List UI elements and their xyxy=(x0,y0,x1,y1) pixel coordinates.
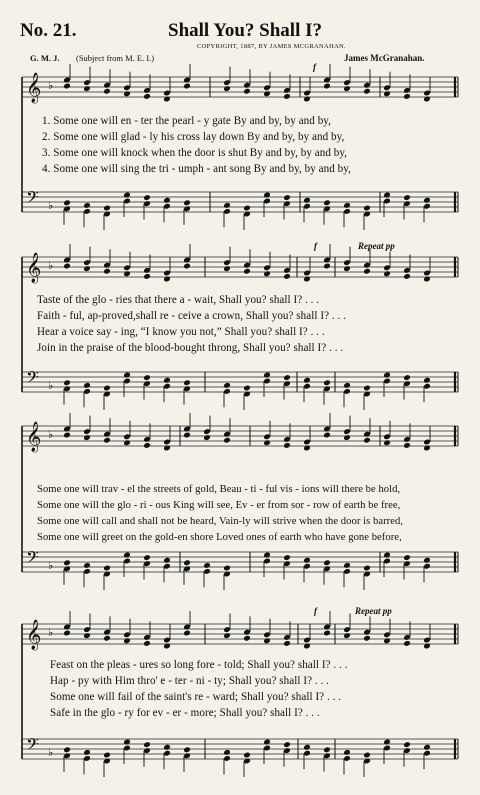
note-head xyxy=(143,442,151,449)
note-head xyxy=(283,194,291,201)
lyric-line: 1. Some one will en - ter the pearl - y gate By and by, by and by, xyxy=(42,115,331,127)
lyric-line: 4. Some one will sing the tri - umph - ant song By and by, by and by, xyxy=(42,163,351,175)
note-head xyxy=(403,194,411,201)
note-head xyxy=(323,83,331,90)
note-head xyxy=(403,374,411,381)
note-head xyxy=(83,85,91,92)
bass-clef: 𝄢 xyxy=(26,367,39,391)
note-head xyxy=(223,382,231,389)
note-head xyxy=(423,557,431,564)
lyric-line: Taste of the glo - ries that there a - wait, Shall you? shall I? . . . xyxy=(37,294,320,306)
note-head xyxy=(103,88,111,95)
note-head xyxy=(223,437,231,444)
note-head xyxy=(363,88,371,95)
flat-sign: ♭ xyxy=(48,559,54,572)
subject-note: (Subject from M. E. I.) xyxy=(76,53,155,63)
note-head xyxy=(183,746,191,753)
note-head xyxy=(183,630,191,637)
lyric-line: Hap - py with Him thro' e - ter - ni - ty; Shall you? shall I? . . . xyxy=(50,675,329,687)
note-head xyxy=(103,635,111,642)
note-head xyxy=(283,554,291,561)
note-head xyxy=(143,273,151,280)
note-head xyxy=(83,382,91,389)
note-head xyxy=(343,632,351,639)
lyric-line: Some one will call and shall not be heard, Vain-ly will strive when the door is barred, xyxy=(37,516,404,527)
note-head xyxy=(303,197,311,204)
note-head xyxy=(383,439,391,446)
note-head xyxy=(123,637,131,644)
note-head xyxy=(203,434,211,441)
treble-clef: 𝄞 xyxy=(26,253,42,283)
note-head xyxy=(323,199,331,206)
note-head xyxy=(383,637,391,644)
note-head xyxy=(243,205,251,212)
flat-sign: ♭ xyxy=(48,79,54,92)
note-head xyxy=(203,562,211,569)
note-head xyxy=(63,379,71,386)
note-head xyxy=(383,270,391,277)
lyric-line: Some one will trav - el the streets of gold, Beau - ti - ful vis - ions will there be hold, xyxy=(37,484,401,495)
note-head xyxy=(363,752,371,759)
lyric-line: Some one will greet on the gold-en shore Loved ones of earth who have gone before, xyxy=(37,532,402,543)
note-head xyxy=(243,88,251,95)
note-head xyxy=(83,562,91,569)
note-head xyxy=(83,434,91,441)
lyric-line: Some one will the glo - ri - ous King will see, Ev - er from sor - row of earth be free, xyxy=(37,500,401,511)
lyric-line: Feast on the pleas - ures so long fore - told; Shall you? shall I? . . . xyxy=(50,659,348,671)
note-head xyxy=(143,93,151,100)
bass-clef: 𝄢 xyxy=(26,547,39,571)
note-head xyxy=(323,630,331,637)
flat-sign: ♭ xyxy=(48,379,54,392)
note-head xyxy=(103,565,111,572)
note-head xyxy=(303,744,311,751)
note-head xyxy=(123,270,131,277)
note-head xyxy=(123,90,131,97)
repeat-marking: Repeat pp xyxy=(358,241,395,251)
note-head xyxy=(363,205,371,212)
note-head xyxy=(403,442,411,449)
note-head xyxy=(423,197,431,204)
note-head xyxy=(63,432,71,439)
note-head xyxy=(143,194,151,201)
note-head xyxy=(343,85,351,92)
treble-clef: 𝄞 xyxy=(26,422,42,452)
note-head xyxy=(103,385,111,392)
note-head xyxy=(143,640,151,647)
note-head xyxy=(343,382,351,389)
lyric-line: 2. Some one will glad - ly his cross lay down By and by, by and by, xyxy=(42,131,345,143)
note-head xyxy=(343,265,351,272)
note-head xyxy=(63,199,71,206)
hymn-number: No. 21. xyxy=(20,20,77,41)
note-head xyxy=(363,437,371,444)
note-head xyxy=(363,385,371,392)
note-head xyxy=(283,273,291,280)
note-head xyxy=(183,263,191,270)
note-head xyxy=(223,565,231,572)
note-head xyxy=(223,202,231,209)
note-head xyxy=(283,93,291,100)
flat-sign: ♭ xyxy=(48,746,54,759)
note-head xyxy=(143,374,151,381)
note-head xyxy=(403,93,411,100)
note-head xyxy=(263,637,271,644)
note-head xyxy=(403,554,411,561)
words-author: G. M. J. xyxy=(30,53,60,63)
note-head xyxy=(343,434,351,441)
note-head xyxy=(423,744,431,751)
note-head xyxy=(323,746,331,753)
note-head xyxy=(163,377,171,384)
flat-sign: ♭ xyxy=(48,199,54,212)
lyric-line: Safe in the glo - ry for ev - er - more; Shall you? shall I? . . . xyxy=(50,707,320,719)
note-head xyxy=(363,635,371,642)
note-head xyxy=(103,752,111,759)
note-head xyxy=(323,379,331,386)
note-head xyxy=(403,640,411,647)
note-head xyxy=(303,557,311,564)
dynamic-marking: f xyxy=(314,606,317,616)
note-head xyxy=(283,442,291,449)
dynamic-marking: f xyxy=(314,241,317,251)
note-head xyxy=(183,432,191,439)
lyric-line: Some one will fail of the saint's re - ward; Shall you? shall I? . . . xyxy=(50,691,342,703)
treble-clef: 𝄞 xyxy=(26,620,42,650)
lyric-line: Join in the praise of the blood-bought throng, Shall you? shall I? . . . xyxy=(37,342,344,354)
note-head xyxy=(383,90,391,97)
note-head xyxy=(83,749,91,756)
note-head xyxy=(183,559,191,566)
bass-clef: 𝄢 xyxy=(26,734,39,758)
note-head xyxy=(223,265,231,272)
flat-sign: ♭ xyxy=(48,259,54,272)
note-head xyxy=(343,749,351,756)
note-head xyxy=(423,377,431,384)
note-head xyxy=(83,202,91,209)
hymn-title: Shall You? Shall I? xyxy=(168,20,323,41)
note-head xyxy=(283,741,291,748)
note-head xyxy=(163,557,171,564)
note-head xyxy=(143,741,151,748)
dynamic-marking: f xyxy=(313,62,316,72)
lyric-line: Faith - ful, ap-proved,shall re - ceive a crown, Shall you? shall I? . . . xyxy=(37,310,346,322)
flat-sign: ♭ xyxy=(48,626,54,639)
note-head xyxy=(403,741,411,748)
note-head xyxy=(403,273,411,280)
note-head xyxy=(63,746,71,753)
music-composer: James McGranahan. xyxy=(344,53,425,63)
note-head xyxy=(263,439,271,446)
note-head xyxy=(283,640,291,647)
bass-clef: 𝄢 xyxy=(26,187,39,211)
note-head xyxy=(323,432,331,439)
note-head xyxy=(63,559,71,566)
note-head xyxy=(243,752,251,759)
note-head xyxy=(223,632,231,639)
note-head xyxy=(163,744,171,751)
note-head xyxy=(63,83,71,90)
treble-clef: 𝄞 xyxy=(26,73,42,103)
note-head xyxy=(223,85,231,92)
note-head xyxy=(343,202,351,209)
note-head xyxy=(103,268,111,275)
note-head xyxy=(243,268,251,275)
note-head xyxy=(123,439,131,446)
note-head xyxy=(63,263,71,270)
note-head xyxy=(163,197,171,204)
note-head xyxy=(183,379,191,386)
note-head xyxy=(263,270,271,277)
lyric-line: Hear a voice say - ing, “I know you not,” Shall you? shall I? . . . xyxy=(37,326,325,338)
lyric-line: 3. Some one will knock when the door is shut By and by, by and by, xyxy=(42,147,348,159)
note-head xyxy=(243,385,251,392)
note-head xyxy=(83,632,91,639)
flat-sign: ♭ xyxy=(48,428,54,441)
note-head xyxy=(183,199,191,206)
note-head xyxy=(323,263,331,270)
note-head xyxy=(63,630,71,637)
note-head xyxy=(143,554,151,561)
note-head xyxy=(363,268,371,275)
note-head xyxy=(363,565,371,572)
repeat-marking: Repeat pp xyxy=(355,606,392,616)
note-head xyxy=(83,265,91,272)
note-head xyxy=(263,90,271,97)
copyright-notice: COPYRIGHT, 1887, BY JAMES MCGRANAHAN. xyxy=(197,43,346,50)
note-head xyxy=(183,83,191,90)
note-head xyxy=(103,205,111,212)
note-head xyxy=(103,437,111,444)
note-head xyxy=(283,374,291,381)
note-head xyxy=(223,749,231,756)
note-head xyxy=(303,377,311,384)
note-head xyxy=(343,562,351,569)
note-head xyxy=(323,559,331,566)
note-head xyxy=(243,635,251,642)
